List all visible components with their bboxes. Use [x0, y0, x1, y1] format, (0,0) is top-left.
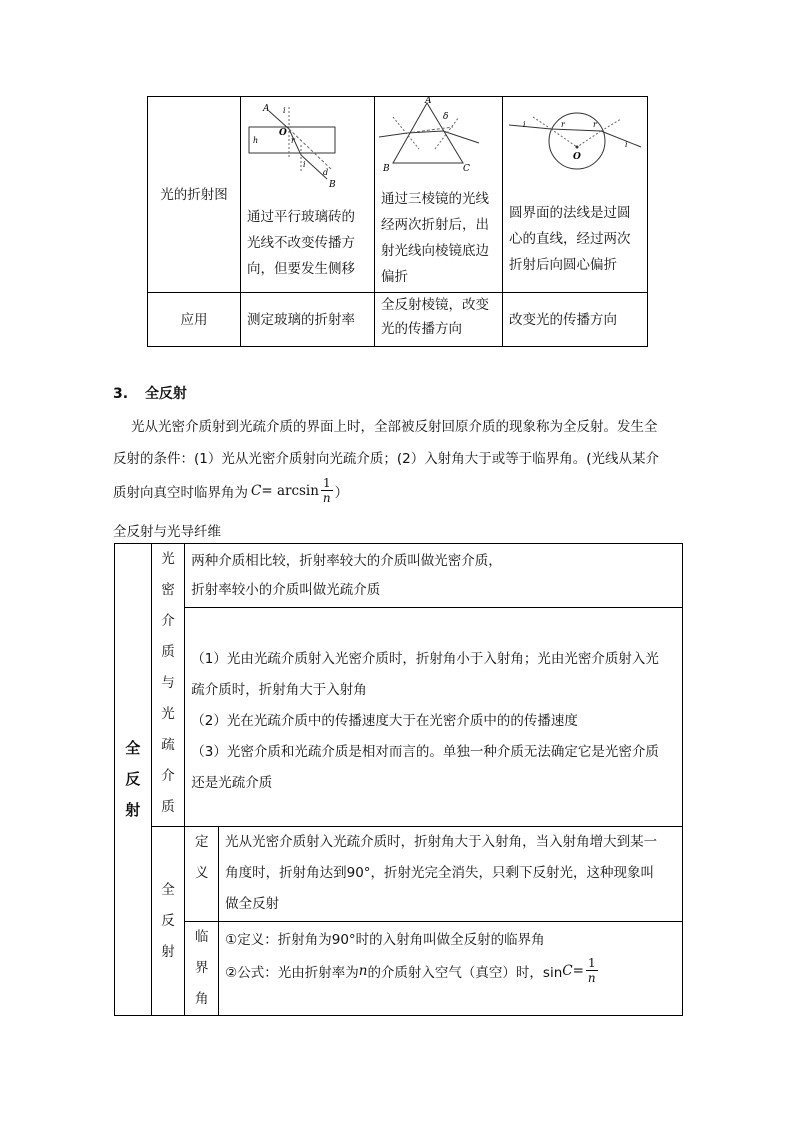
para-line-3 [113, 476, 348, 505]
total-reflection-table [114, 543, 683, 1016]
header-char: 临 [194, 929, 209, 945]
header-char: 光 [161, 706, 175, 722]
formula-fraction [321, 476, 333, 505]
header-char: 射 [161, 943, 175, 960]
header-char: 质 [161, 799, 175, 815]
sphere-text [503, 200, 647, 278]
prism-diagram [375, 97, 501, 173]
cell-application-2 [375, 293, 503, 347]
header-char: 与 [161, 675, 175, 691]
text-line: 折射后向圆心偏折 [509, 257, 617, 273]
para-line-2: 反射的条件：(1）光从光密介质射向光疏介质；(2）入射角大于或等于临界角。(光线从某介 [113, 451, 659, 467]
row-header-refraction-figure [148, 97, 241, 293]
label-sphere-r: r [561, 120, 565, 129]
header-char: 射 [125, 801, 141, 819]
text-line: （2）光在光疏介质中的传播速度大于在光密介质中的的传播速度 [191, 712, 578, 729]
text-span: 的介质射入空气（真空）时，sin [367, 964, 563, 981]
cell-application-3 [503, 293, 648, 347]
row1-header-text: 光的折射图 [160, 186, 228, 203]
text-line: 通过平行玻璃砖的 [247, 209, 356, 225]
label-b: B [329, 180, 336, 189]
label-r: r [291, 136, 295, 145]
text-line: 经两次折射后，出 [381, 217, 490, 233]
formula-eq: = [572, 962, 584, 979]
fraction-denominator: n [322, 491, 331, 505]
text-line: 通过三棱镜的光线 [381, 191, 490, 207]
text-line: 射光线向棱镜底边 [381, 243, 490, 259]
fraction-numerator: 1 [587, 956, 596, 970]
header-char: 义 [194, 865, 209, 881]
label-sphere-i: i [523, 120, 526, 129]
text-span: 质射向真空时临界角为 [113, 484, 248, 501]
header-char: 疏 [161, 737, 175, 753]
prism-text [375, 186, 502, 290]
label-sphere-r2: r [593, 120, 597, 129]
label-d: d [323, 168, 329, 177]
formula-c: C [562, 962, 573, 979]
formula-n: n [358, 962, 368, 979]
row2-header-text: 应用 [180, 311, 208, 328]
label-sphere-i2: i [625, 140, 628, 149]
header-char: 反 [161, 912, 175, 929]
text-span: ②公式：光由折射率为 [225, 964, 359, 981]
critical-angle-formula [225, 956, 676, 985]
text-line: 做全反射 [225, 896, 280, 912]
cell-critical-angle [219, 922, 683, 1016]
cell-application-1 [241, 293, 375, 347]
text-line: （3）光密介质和光疏介质是相对而言的。单独一种介质无法确定它是光密介质 [191, 743, 659, 760]
section-heading [113, 383, 187, 403]
text-line: 两种介质相比较，折射率较大的介质叫做光密介质， [191, 553, 502, 569]
sub-header-definition [185, 827, 219, 922]
header-char: 界 [194, 960, 209, 976]
header-char: 光 [161, 551, 175, 567]
text-line: 偏折 [381, 269, 409, 285]
main-header-total-reflection [115, 544, 152, 1016]
text-span: ） [334, 484, 349, 501]
cell-sphere [503, 97, 648, 293]
text-line: 折射率较小的介质叫做光疏介质 [191, 582, 381, 598]
text-line: 光从光密介质射入光疏介质时，折射角大于入射角，当入射角增大到某一 [225, 834, 658, 850]
text-line: 向，但要发生侧移 [247, 261, 356, 277]
text-line: （1）光由光疏介质射入光密介质时，折射角小于入射角；光由光密介质射入光 [191, 650, 659, 667]
text-line: 全反射棱镜，改变 [381, 297, 490, 313]
sub-header-dense-sparse [151, 544, 185, 827]
header-char: 介 [161, 613, 175, 629]
formula-c: C [251, 482, 262, 499]
cell-dense-sparse-properties [185, 608, 683, 827]
row-header-application [148, 293, 241, 347]
text-line: 还是光疏介质 [191, 774, 273, 791]
text-line: 圆界面的法线是过圆 [509, 205, 631, 221]
glass-slab-diagram [241, 97, 373, 189]
header-char: 全 [125, 739, 141, 757]
refraction-table [147, 96, 648, 347]
table-subtitle: 全反射与光导纤维 [113, 524, 221, 540]
text-line: 光的传播方向 [381, 321, 463, 337]
formula-arcsin: = arcsin [261, 482, 319, 499]
header-char: 介 [161, 768, 175, 784]
header-char: 角 [194, 991, 209, 1007]
sub-header-critical-angle [185, 922, 219, 1016]
header-char: 质 [161, 644, 175, 660]
header-char: 全 [161, 881, 175, 898]
text-line: 改变光的传播方向 [509, 311, 617, 328]
header-char: 定 [194, 834, 209, 850]
cell-glass-slab [241, 97, 375, 293]
section-number: 3. [113, 386, 129, 402]
fraction-numerator: 1 [322, 476, 331, 490]
cell-prism [375, 97, 503, 293]
cell-dense-sparse-definition [185, 544, 683, 608]
label-sphere-o: O [573, 152, 581, 162]
sub-header-total-reflection [151, 827, 185, 1016]
label-a: A [263, 104, 270, 114]
formula-fraction [586, 956, 598, 985]
glass-slab-text [241, 204, 374, 282]
label-delta: δ [443, 112, 449, 122]
text-line: 角度时，折射角达到90°，折射光完全消失，只剩下反射光，这种现象叫 [225, 865, 655, 881]
label-prism-a: A [425, 97, 432, 106]
label-prism-b: B [383, 164, 390, 173]
text-line: 光线不改变传播方 [247, 235, 356, 251]
label-i: i [283, 106, 286, 115]
label-o: O [279, 128, 287, 138]
label-i2: i [303, 160, 306, 169]
text-line: 疏介质时，折射角大于入射角 [191, 681, 367, 698]
critical-angle-definition: ①定义：折射角为90°时的入射角叫做全反射的临界角 [225, 932, 545, 948]
text-line: 心的直线，经过两次 [509, 231, 631, 247]
sphere-diagram [503, 97, 646, 171]
fraction-denominator: n [587, 971, 596, 985]
section-title: 全反射 [144, 386, 187, 402]
label-h: h [253, 136, 259, 145]
cell-total-reflection-definition [219, 827, 683, 922]
label-prism-c: C [463, 164, 470, 173]
header-char: 密 [161, 582, 175, 598]
header-char: 反 [125, 770, 141, 788]
para-line-1: 光从光密介质射到光疏介质的界面上时，全部被反射回原介质的现象称为全反射。发生全 [131, 419, 658, 435]
text-line: 测定玻璃的折射率 [247, 311, 356, 328]
